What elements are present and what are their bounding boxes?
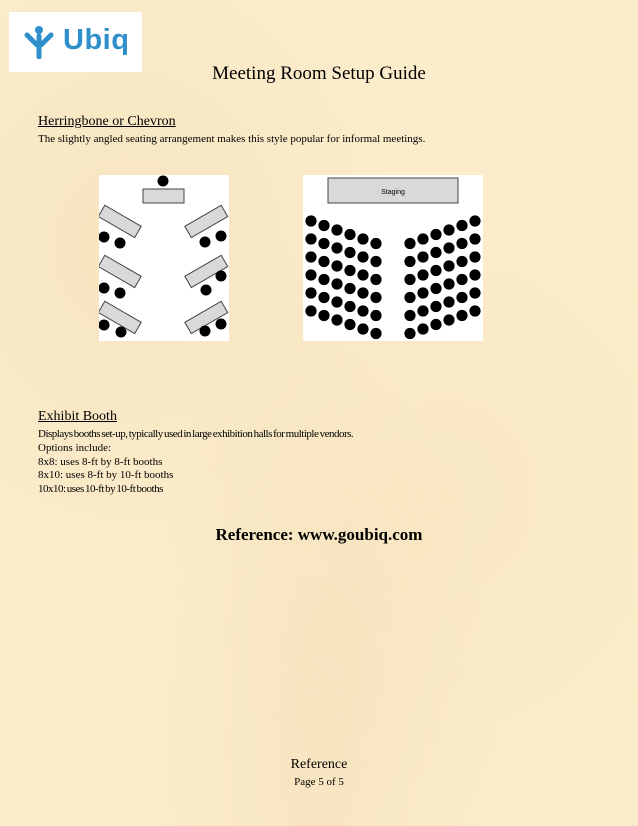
seat [417, 287, 428, 298]
chair [99, 320, 110, 331]
seat [318, 220, 329, 231]
seat [305, 251, 316, 262]
reference-link[interactable]: Reference: www.goubiq.com [215, 525, 423, 544]
seat [443, 314, 454, 325]
chair [99, 283, 110, 294]
logo-text: Ubiq [63, 24, 130, 56]
seat [469, 215, 480, 226]
chair [201, 285, 212, 296]
chair [99, 232, 110, 243]
exhibit-line: 10x10: uses 10-ft by 10-ft booths [38, 483, 163, 495]
seat [430, 229, 441, 240]
chair [115, 288, 126, 299]
seat [443, 242, 454, 253]
seat [331, 314, 342, 325]
page-number: Page 5 of 5 [294, 776, 344, 788]
seat [331, 224, 342, 235]
seat [370, 256, 381, 267]
seat [305, 269, 316, 280]
seat [417, 323, 428, 334]
seat [305, 233, 316, 244]
seat [417, 305, 428, 316]
seat [417, 233, 428, 244]
seat [443, 260, 454, 271]
seat [430, 247, 441, 258]
seat [404, 328, 415, 339]
herringbone-heading: Herringbone or Chevron [38, 114, 176, 129]
presenter-seat [158, 176, 169, 187]
exhibit-line: 8x10: uses 8-ft by 10-ft booths [38, 469, 174, 481]
chevron-seating-diagram [303, 175, 483, 341]
chair [200, 326, 211, 337]
chair [200, 237, 211, 248]
seat [370, 292, 381, 303]
seat [404, 256, 415, 267]
staging-label: Staging [381, 189, 405, 196]
seat [469, 305, 480, 316]
exhibit-line: Displays booths set-up, typically used in large exhibition halls for multiple vendors. [38, 428, 354, 440]
seat [456, 238, 467, 249]
seat [443, 224, 454, 235]
seat [357, 269, 368, 280]
seat [370, 328, 381, 339]
seat [469, 287, 480, 298]
seat [344, 229, 355, 240]
seat [305, 215, 316, 226]
seat [344, 283, 355, 294]
head-table [143, 189, 184, 203]
seat [430, 265, 441, 276]
seat [331, 278, 342, 289]
page-title: Meeting Room Setup Guide [212, 63, 426, 84]
seat [417, 251, 428, 262]
seat [357, 287, 368, 298]
seat [370, 274, 381, 285]
seat [370, 238, 381, 249]
herringbone-description: The slightly angled seating arrangement makes this style popular for informal meetings. [38, 133, 426, 145]
chair [115, 238, 126, 249]
seat [331, 260, 342, 271]
seat [344, 301, 355, 312]
seat [331, 242, 342, 253]
seat [305, 305, 316, 316]
seat [404, 310, 415, 321]
chair [216, 271, 227, 282]
seat [469, 233, 480, 244]
seat [357, 233, 368, 244]
exhibit-line: 8x8: uses 8-ft by 8-ft booths [38, 456, 163, 468]
seat [331, 296, 342, 307]
seat [344, 265, 355, 276]
seat [318, 292, 329, 303]
seat [370, 310, 381, 321]
chevron-diagram [99, 175, 229, 341]
seat [357, 251, 368, 262]
seat [430, 283, 441, 294]
seat [344, 247, 355, 258]
seat [469, 269, 480, 280]
seat [417, 269, 428, 280]
seat [344, 319, 355, 330]
seat [469, 251, 480, 262]
seat [456, 220, 467, 231]
seat [430, 319, 441, 330]
seat [404, 238, 415, 249]
seat [305, 287, 316, 298]
seat [430, 301, 441, 312]
chair [116, 327, 127, 338]
exhibit-heading: Exhibit Booth [38, 409, 117, 424]
seat [443, 296, 454, 307]
seat [357, 323, 368, 334]
seat [456, 256, 467, 267]
chair [216, 319, 227, 330]
seat [404, 274, 415, 285]
seat [443, 278, 454, 289]
exhibit-line: Options include: [38, 442, 112, 454]
seat [456, 292, 467, 303]
ubiq-logo-icon [23, 25, 55, 59]
seat [357, 305, 368, 316]
seat [456, 310, 467, 321]
seat [404, 292, 415, 303]
chair [216, 231, 227, 242]
footer-reference: Reference [290, 757, 348, 772]
seat [318, 256, 329, 267]
seat [318, 310, 329, 321]
seat [456, 274, 467, 285]
seat [318, 274, 329, 285]
seat [318, 238, 329, 249]
